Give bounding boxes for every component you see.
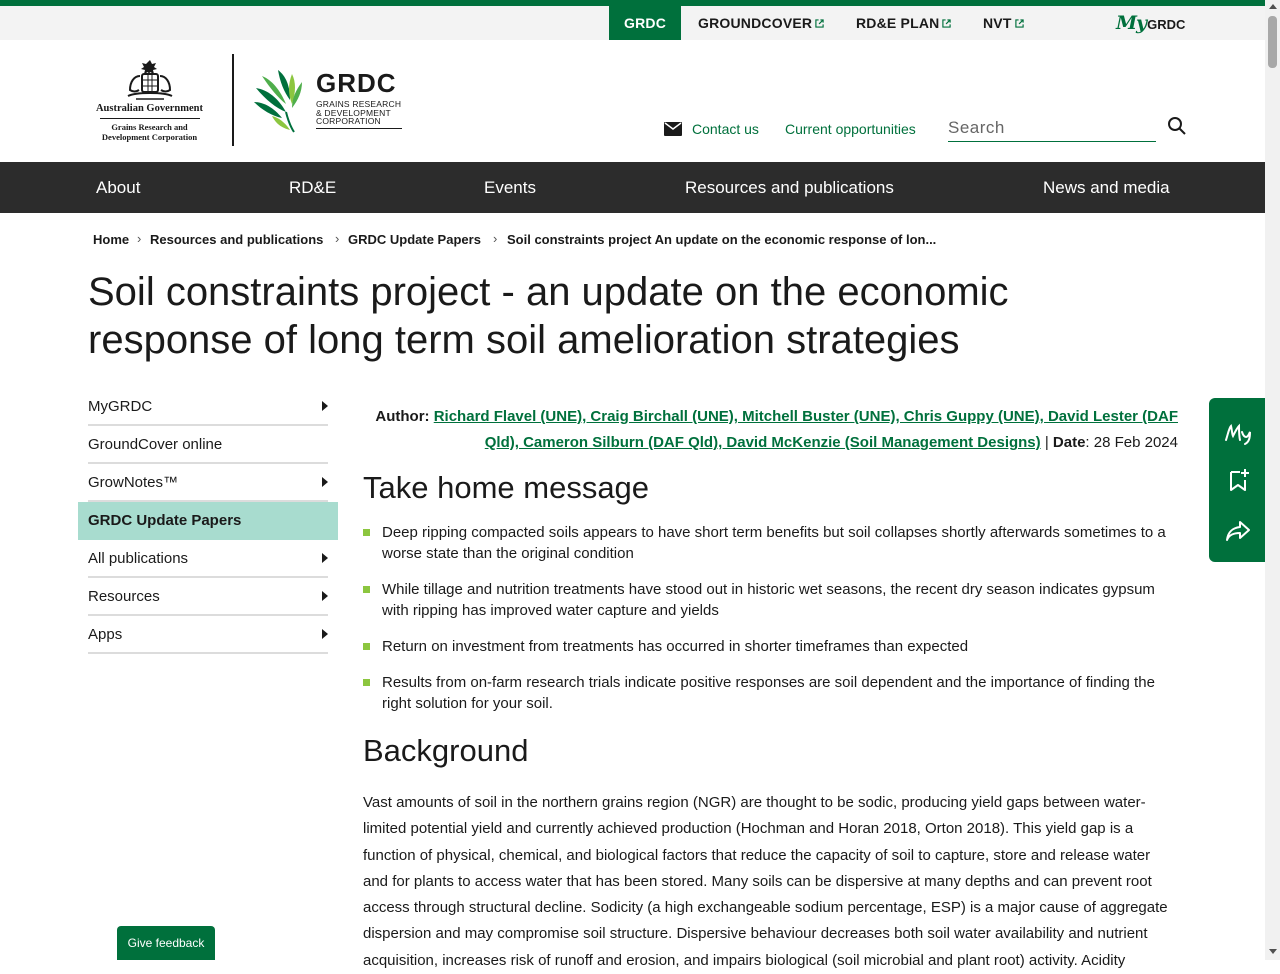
side-nav-label: MyGRDC bbox=[88, 398, 153, 415]
envelope-icon bbox=[664, 122, 682, 136]
utility-bar bbox=[0, 6, 1265, 40]
util-link-label: RD&E PLAN bbox=[856, 15, 940, 31]
author-line bbox=[363, 404, 1178, 456]
bullet-square-icon bbox=[363, 679, 370, 686]
side-nav-label: All publications bbox=[88, 550, 189, 567]
give-feedback-button[interactable]: Give feedback bbox=[117, 926, 215, 960]
list-item-text: Results from on-farm research trials indicate positive responses are soil dependent and the importance of finding the right solution for your soil. bbox=[382, 674, 1155, 712]
side-nav-item-resources[interactable] bbox=[88, 578, 328, 616]
scroll-up-arrow-icon[interactable] bbox=[1269, 4, 1277, 9]
page-title bbox=[88, 268, 1088, 364]
floating-action-panel bbox=[1209, 398, 1265, 562]
page-scrollbar[interactable] bbox=[1265, 0, 1280, 960]
mygrdc-my: My bbox=[1116, 12, 1147, 34]
side-nav-item-groundcover[interactable] bbox=[88, 426, 328, 464]
take-home-heading: Take home message bbox=[363, 470, 650, 505]
util-link-groundcover[interactable] bbox=[698, 6, 824, 40]
share-icon[interactable] bbox=[1223, 516, 1253, 546]
search-box bbox=[948, 116, 1156, 142]
util-link-label: NVT bbox=[983, 15, 1012, 31]
bullet-square-icon bbox=[363, 643, 370, 650]
list-item-text: Deep ripping compacted soils appears to have short term benefits but soil collapses shortly afterwards sometimes to a worse state than the original condition bbox=[382, 524, 1166, 562]
bullet-square-icon bbox=[363, 586, 370, 593]
side-nav-item-update-papers[interactable] bbox=[78, 502, 338, 540]
grdc-logo-subtitle bbox=[316, 100, 401, 126]
external-link-icon bbox=[942, 19, 951, 28]
page-title-line2: response of long term soil amelioration strategies bbox=[88, 318, 960, 362]
search-input[interactable] bbox=[948, 116, 1156, 140]
list-item bbox=[363, 636, 1178, 657]
util-link-nvt[interactable] bbox=[983, 6, 1024, 40]
contact-us-link[interactable] bbox=[664, 121, 759, 141]
util-link-rde-plan[interactable] bbox=[856, 6, 951, 40]
mygrdc-grdc: GRDC bbox=[1147, 17, 1186, 32]
wheat-leaves-icon bbox=[252, 68, 314, 132]
caret-right-icon bbox=[322, 477, 328, 487]
caret-right-icon bbox=[322, 553, 328, 563]
grdc-logo-sub2: & DEVELOPMENT bbox=[316, 107, 391, 118]
gov-logo-line3: Development Corporation bbox=[101, 132, 198, 142]
grdc-logo[interactable] bbox=[252, 68, 412, 132]
grdc-logo-sub1: GRAINS RESEARCH bbox=[316, 99, 402, 109]
authors-link-line2[interactable]: Qld), Cameron Silburn (DAF Qld), David McKenzie (Soil Management Designs) bbox=[484, 434, 1041, 451]
side-nav-label: Resources bbox=[88, 588, 160, 605]
caret-right-icon bbox=[322, 591, 328, 601]
grdc-logo-underline bbox=[316, 128, 402, 129]
grdc-logo-word: GRDC bbox=[316, 68, 397, 98]
grdc-logo-sub3: CORPORATION bbox=[316, 116, 381, 126]
side-nav-label: GRDC Update Papers bbox=[88, 512, 242, 529]
breadcrumb-chevron-icon: › bbox=[335, 231, 340, 246]
gov-logo-line1: Australian Government bbox=[95, 103, 204, 114]
bookmark-add-icon[interactable] bbox=[1223, 466, 1253, 496]
list-item bbox=[363, 579, 1178, 621]
authors-link-line1[interactable]: Richard Flavel (UNE), Craig Birchall (UNE), Mitchell Buster (UNE), Chris Guppy (UNE), David Lester (DAF bbox=[433, 408, 1178, 425]
article-content bbox=[363, 404, 1178, 974]
side-nav-item-grownotes[interactable] bbox=[88, 464, 328, 502]
list-item bbox=[363, 672, 1178, 714]
breadcrumb-current: Soil constraints project An update on the economic response of lon... bbox=[507, 232, 937, 247]
search-icon[interactable] bbox=[1167, 116, 1187, 136]
current-opportunities-link[interactable]: Current opportunities bbox=[785, 121, 916, 137]
side-nav-label: Apps bbox=[88, 626, 123, 643]
list-item-text: While tillage and nutrition treatments have stood out in historic wet seasons, the recent dry season indicates gypsum with ripping has improved water capture and yields bbox=[382, 581, 1155, 619]
page-title-line1: Soil constraints project - an update on the economic bbox=[88, 270, 1009, 314]
breadcrumb-home[interactable]: Home bbox=[93, 232, 130, 247]
side-nav-item-apps[interactable] bbox=[88, 616, 328, 654]
mygrdc-link[interactable] bbox=[1116, 12, 1185, 36]
list-item-text: Return on investment from treatments has occurred in shorter timeframes than expected bbox=[382, 638, 969, 655]
external-link-icon bbox=[815, 19, 824, 28]
nav-item-about[interactable]: About bbox=[96, 178, 141, 197]
caret-right-icon bbox=[322, 401, 328, 411]
list-item bbox=[363, 522, 1178, 564]
coat-of-arms-icon bbox=[122, 58, 178, 102]
date-label: Date bbox=[1052, 434, 1086, 451]
gov-logo-line2: Grains Research and bbox=[111, 122, 188, 132]
mygrdc-icon[interactable] bbox=[1223, 418, 1253, 448]
side-nav-label: GroundCover online bbox=[88, 436, 223, 453]
scroll-thumb[interactable] bbox=[1268, 16, 1277, 68]
author-date-separator: | bbox=[1044, 434, 1049, 451]
caret-right-icon bbox=[322, 629, 328, 639]
take-home-list bbox=[363, 522, 1178, 714]
nav-item-news[interactable]: News and media bbox=[1043, 178, 1170, 197]
date-value: : 28 Feb 2024 bbox=[1085, 434, 1178, 451]
contact-us-label: Contact us bbox=[692, 121, 759, 137]
nav-item-events[interactable]: Events bbox=[484, 178, 536, 197]
breadcrumb-chevron-icon: › bbox=[493, 231, 498, 246]
australian-government-logo[interactable] bbox=[92, 58, 207, 144]
site-header bbox=[0, 40, 1265, 162]
author-label: Author: bbox=[375, 408, 430, 425]
side-nav-item-all-publications[interactable] bbox=[88, 540, 328, 578]
scroll-down-arrow-icon[interactable] bbox=[1269, 949, 1277, 954]
nav-item-resources[interactable]: Resources and publications bbox=[685, 178, 894, 197]
background-heading: Background bbox=[363, 733, 529, 768]
nav-item-rde[interactable]: RD&E bbox=[289, 178, 337, 197]
breadcrumb-resources[interactable]: Resources and publications bbox=[150, 232, 324, 247]
background-paragraph: Vast amounts of soil in the northern grains region (NGR) are thought to be sodic, producing yield gaps between water-limited potential yield and currently achieved production (Hochman and Horan 2018, Orton 2018). This yield gap is a function of physical, chemical, and biological factors that reduce the capacity of soil to capture, store and release water and for plants to access water that has been stored. Many soils can be dispersive at many depths and can prevent root access through structural decline. Sodicity (a high exchangeable sodium percentage, ESP) is a major cause of aggregate dispersion and may compromise soil structure. Dispersive behaviour decreases both soil water availability and nutrient acquisition, increases risk of runoff and erosion, and impairs biological (soil microbial and plant root) activity. Acidity bbox=[363, 794, 1168, 969]
logo-divider bbox=[232, 54, 234, 146]
side-nav-label: GrowNotes™ bbox=[88, 474, 179, 491]
external-link-icon bbox=[1015, 19, 1024, 28]
util-link-grdc[interactable]: GRDC bbox=[609, 6, 681, 40]
util-link-label: GROUNDCOVER bbox=[698, 15, 813, 31]
gov-logo-rule bbox=[100, 118, 200, 119]
main-nav bbox=[0, 162, 1265, 213]
bullet-square-icon bbox=[363, 529, 370, 536]
side-nav-item-mygrdc[interactable] bbox=[88, 388, 328, 426]
breadcrumb-update-papers[interactable]: GRDC Update Papers bbox=[348, 232, 481, 247]
breadcrumb-chevron-icon: › bbox=[137, 231, 142, 246]
side-nav bbox=[88, 388, 328, 654]
